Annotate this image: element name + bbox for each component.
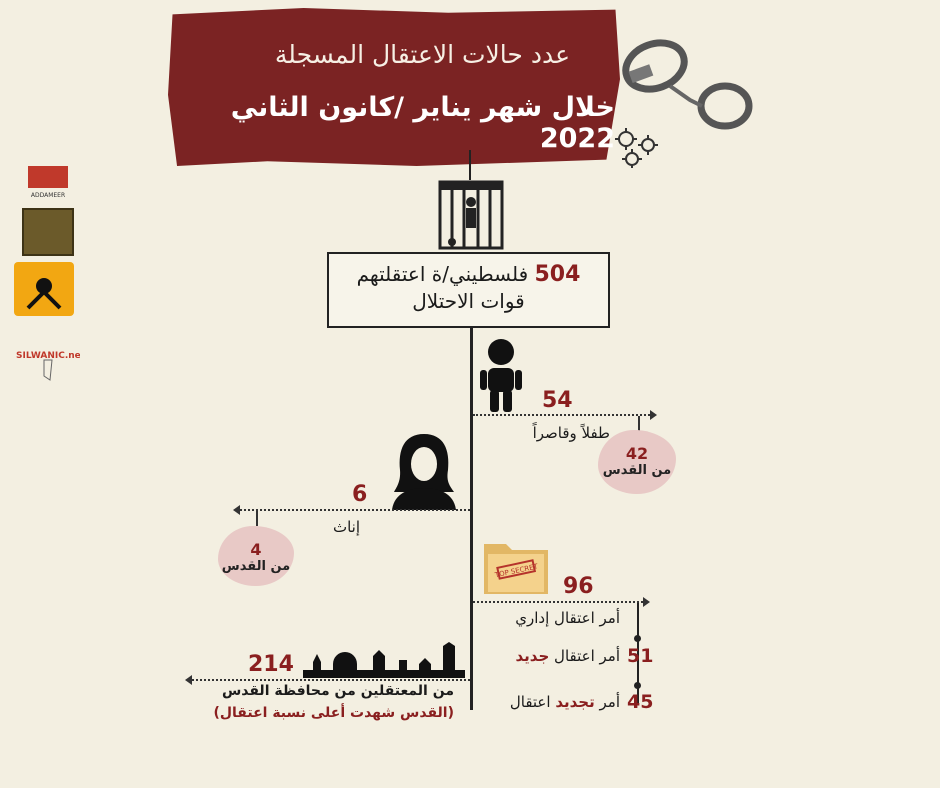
addameer-logo-text: ADDAMEER xyxy=(30,192,66,199)
children-jerusalem-label: من القدس xyxy=(602,463,672,478)
females-line xyxy=(240,509,470,511)
jerusalem-line xyxy=(192,679,470,681)
admin-renew-label-pre: أمر xyxy=(599,693,620,711)
admin-new-label-em: جديد xyxy=(515,647,550,665)
folder-icon xyxy=(482,536,554,598)
folder-stamp: TOP SECRET xyxy=(494,562,539,580)
total-number: 504 xyxy=(534,262,581,287)
total-arrests-box xyxy=(327,252,610,328)
admin-label: أمر اعتقال إداري xyxy=(515,609,620,627)
admin-renew-number: 45 xyxy=(627,691,654,713)
prison-cell-icon xyxy=(438,180,504,250)
total-line1: فلسطيني/ة اعتقلتهم xyxy=(356,262,529,286)
jerusalem-number: 214 xyxy=(248,652,294,677)
handcuffs-icon xyxy=(610,28,760,138)
females-tick xyxy=(256,510,258,526)
females-number: 6 xyxy=(352,482,368,507)
admin-dot-1 xyxy=(634,635,641,642)
children-label: طفلاً وقاصراً xyxy=(532,424,610,442)
admin-renew-label xyxy=(490,693,620,711)
children-jerusalem-number: 42 xyxy=(625,444,649,463)
org-logo-3 xyxy=(14,262,74,316)
children-line xyxy=(473,414,650,416)
jerusalem-note: (القدس شهدت أعلى نسبة اعتقال) xyxy=(213,705,454,721)
woman-icon xyxy=(388,430,460,510)
admin-renew-label-post: اعتقال xyxy=(509,693,551,711)
admin-arrow xyxy=(643,597,650,607)
title-line1: عدد حالات الاعتقال المسجلة xyxy=(274,40,570,69)
females-label: إناث xyxy=(332,518,360,536)
admin-line xyxy=(473,601,643,603)
admin-number: 96 xyxy=(563,574,594,599)
children-arrow xyxy=(650,410,657,420)
admin-renew-label-em: تجديد xyxy=(555,693,595,711)
silwanic-logo xyxy=(14,342,80,382)
females-jerusalem-number: 4 xyxy=(250,540,262,559)
silwanic-logo-text: SILWANIC.net xyxy=(16,351,80,361)
timeline-line xyxy=(470,326,473,710)
admin-new-label-pre: أمر اعتقال xyxy=(554,647,620,665)
child-icon xyxy=(478,338,524,413)
addameer-logo xyxy=(22,164,74,200)
jerusalem-skyline-icon xyxy=(303,640,465,680)
connector-line xyxy=(469,150,471,180)
virus-icon xyxy=(612,125,667,170)
title-line2: خلال شهر يناير /كانون الثاني 2022 xyxy=(230,92,615,154)
admin-new-number: 51 xyxy=(627,645,654,667)
children-number: 54 xyxy=(542,388,573,413)
admin-new-label xyxy=(500,647,620,665)
org-logo-2 xyxy=(22,208,74,256)
females-jerusalem-label: من القدس xyxy=(221,559,291,574)
children-jerusalem-blob xyxy=(598,430,676,494)
admin-dot-2 xyxy=(634,682,641,689)
jerusalem-label: من المعتقلين من محافظة القدس xyxy=(221,683,454,699)
females-arrow xyxy=(233,505,240,515)
females-jerusalem-blob xyxy=(218,526,294,586)
total-line2: قوات الاحتلال xyxy=(412,289,525,313)
